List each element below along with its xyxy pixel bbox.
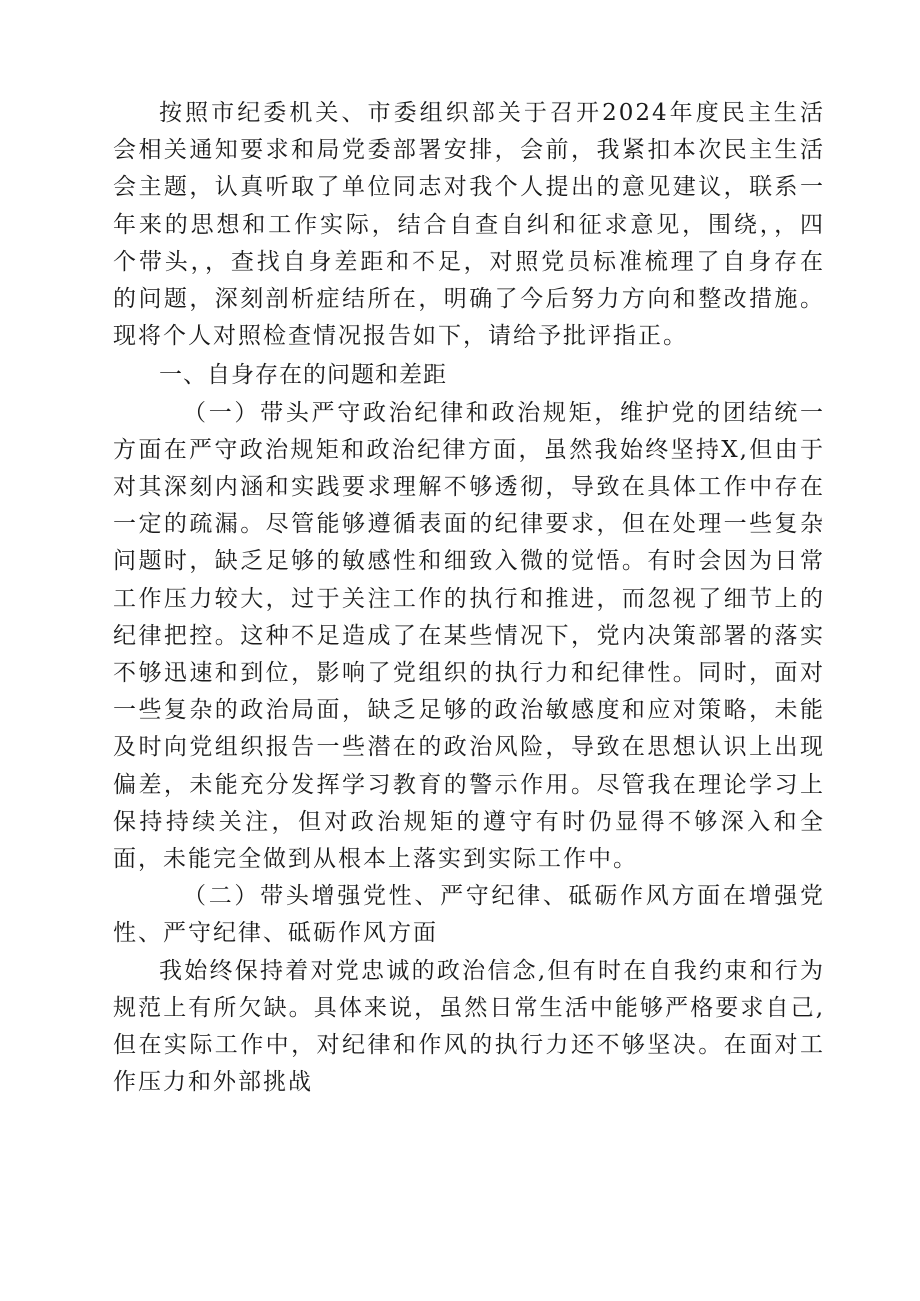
item-2-body-paragraph: 我始终保持着对党忠诚的政治信念,但有时在自我约束和行为规范上有所欠缺。具体来说，虽然日常生活中能够严格要求自己,但在实际工作中，对纪律和作风的执行力还不够坚决。在面对工作压力和外部挑战 bbox=[113, 957, 825, 1096]
section-heading: 一、自身存在的问题和差距 bbox=[159, 362, 447, 389]
item-1-paragraph: （一）带头严守政治纪律和政治规矩，维护党的团结统一方面在严守政治规矩和政治纪律方面，虽然我始终坚持X,但由于对其深刻内涵和实践要求理解不够透彻，导致在具体工作中存在一定的疏漏。尽管能够遵循表面的纪律要求，但在处理一些复杂问题时，缺乏足够的敏感性和细致入微的觉悟。有时会因为日常工作压力较大，过于关注工作的执行和推进，而忽视了细节上的纪律把控。这种不足造成了在某些情况下，党内决策部署的落实不够迅速和到位，影响了党组织的执行力和纪律性。同时，面对一些复杂的政治局面，缺乏足够的政治敏感度和应对策略，未能及时向党组织报告一些潜在的政治风险，导致在思想认识上出现偏差，未能充分发挥学习教育的警示作用。尽管我在理论学习上保持持续关注，但对政治规矩的遵守有时仍显得不够深入和全面，未能完全做到从根本上落实到实际工作中。 bbox=[113, 399, 825, 873]
item-2-heading-paragraph: （二）带头增强党性、严守纪律、砥砺作风方面在增强党性、严守纪律、砥砺作风方面 bbox=[113, 883, 825, 947]
document-body bbox=[113, 95, 825, 1101]
intro-paragraph: 按照市纪委机关、市委组织部关于召开2024年度民主生活会相关通知要求和局党委部署安排，会前，我紧扣本次民主生活会主题，认真听取了单位同志对我个人提出的意见建议，联系一年来的思想和工作实际，结合自查自纠和征求意见，围绕，，四个带头，，查找自身差距和不足，对照党员标准梳理了自身存在的问题，深刻剖析症结所在，明确了今后努力方向和整改措施。现将个人对照检查情况报告如下，请给予批评指正。 bbox=[113, 100, 825, 350]
